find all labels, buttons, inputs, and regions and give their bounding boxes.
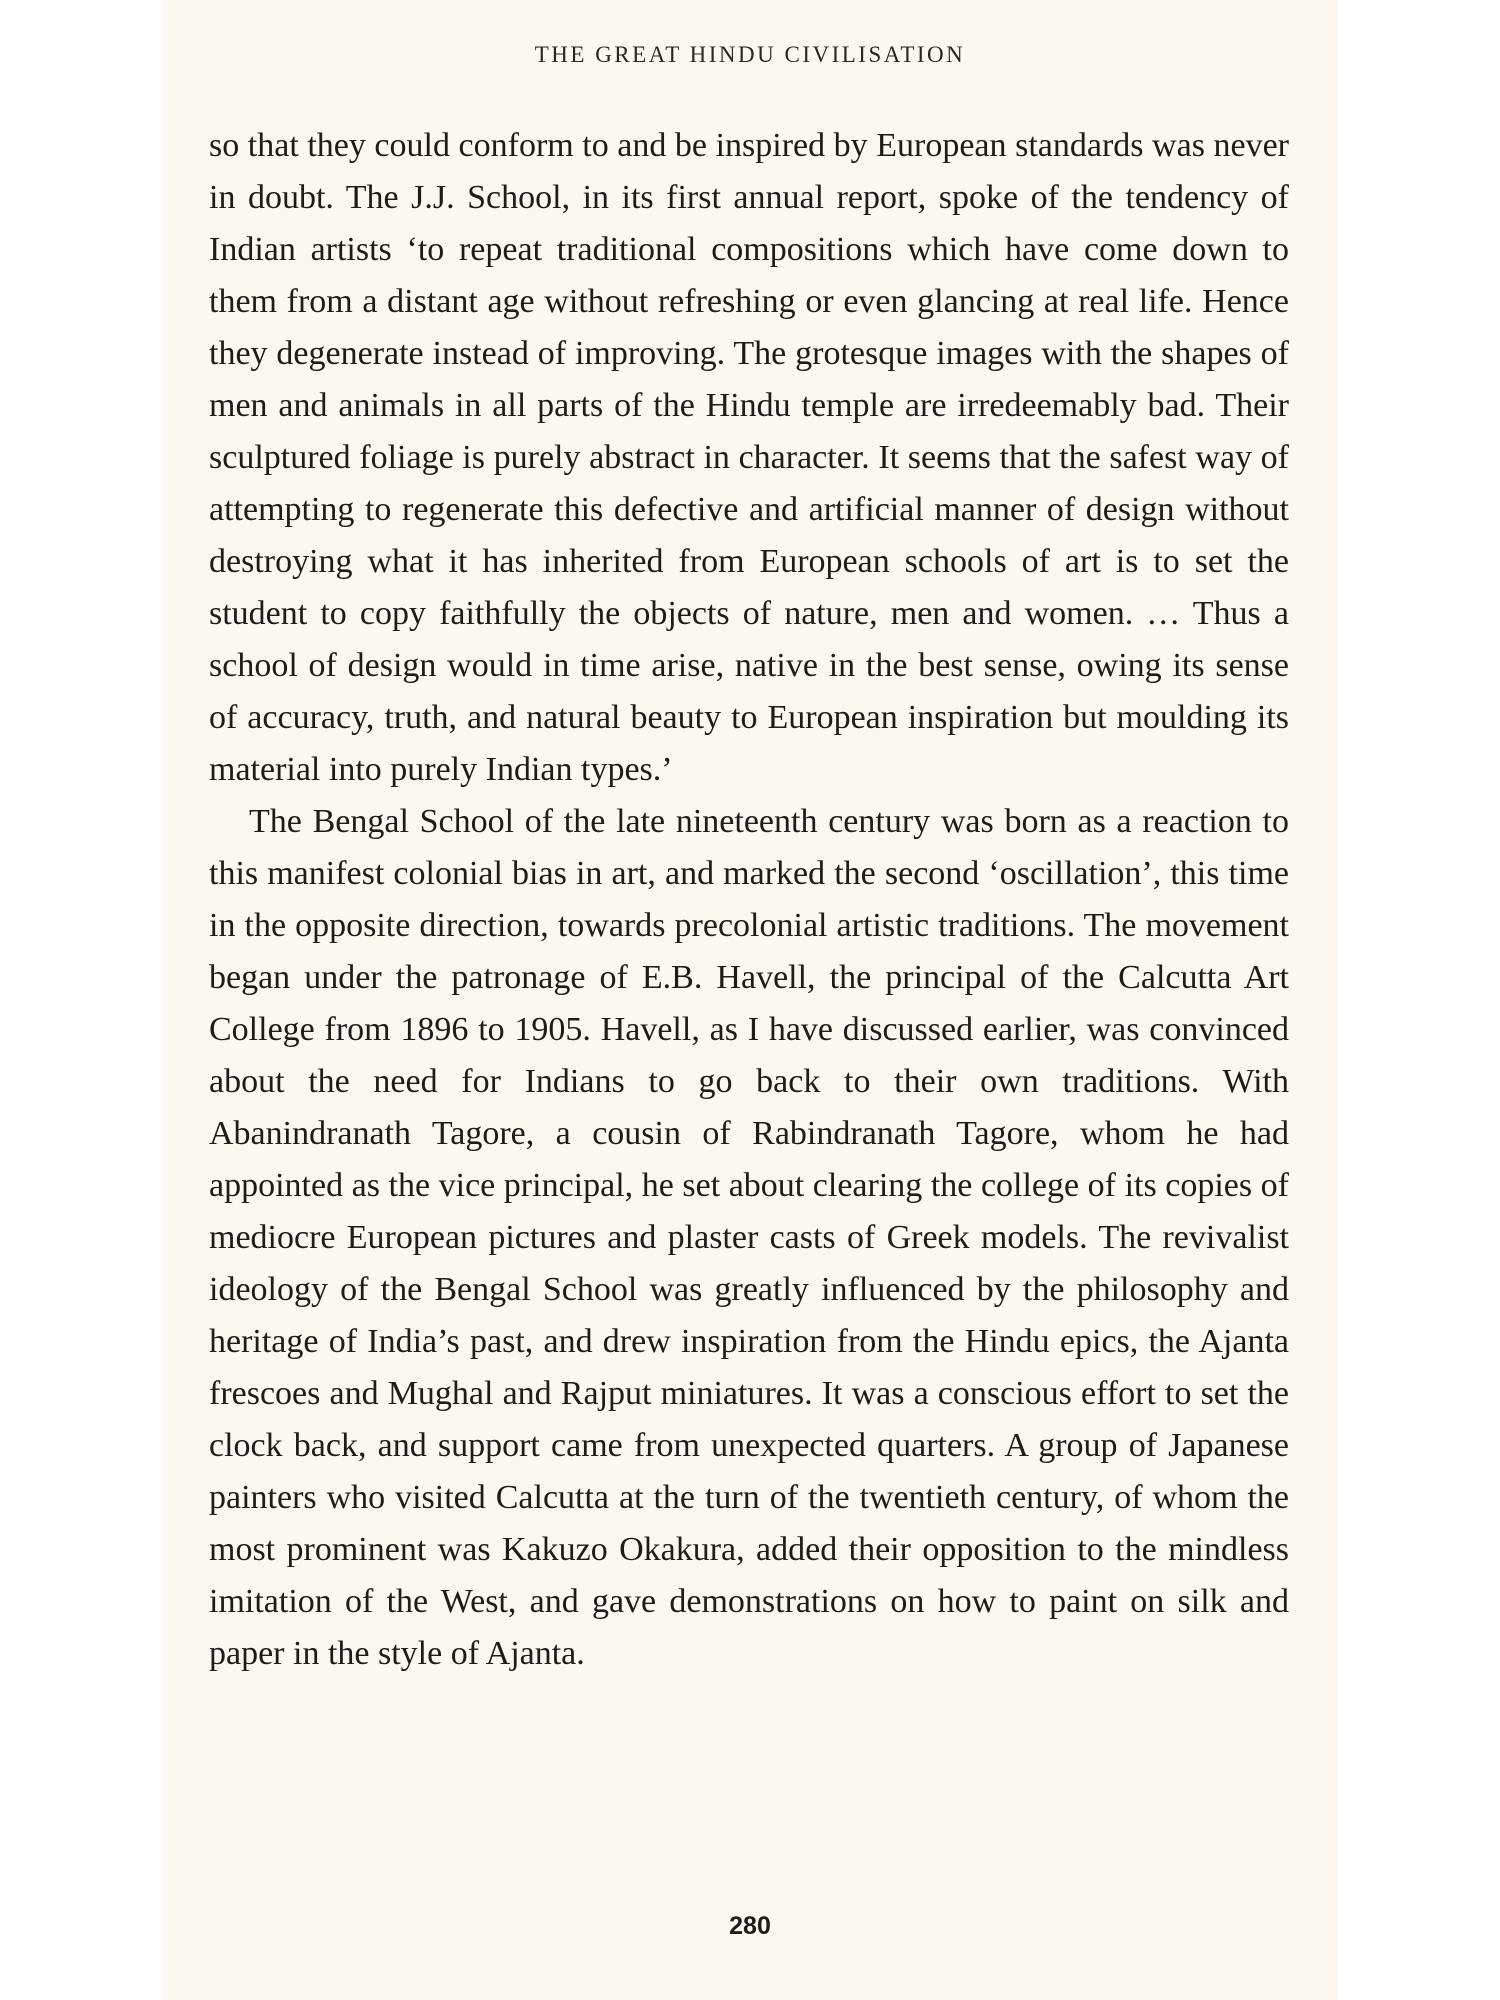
paragraph-bengal-school: The Bengal School of the late nineteenth century was born as a reaction to this manifest colonial bias in art, and marked the second ‘oscillation’, this time in the opposite direction, towards precolonial artistic traditions. The movement began under the patronage of E.B. Havell, the principal of the Calcutta Art College from 1896 to 1905. Havell, as I have discussed earlier, was convinced about the need for Indians to go back to their own traditions. With Abanindranath Tagore, a cousin of Rabindranath Tagore, whom he had appointed as the vice principal, he set about clearing the college of its copies of mediocre European pictures and plaster casts of Greek models. The revivalist ideology of the Bengal School was greatly influenced by the philosophy and heritage of India’s past, and drew inspiration from the Hindu epics, the Ajanta frescoes and Mughal and Rajput miniatures. It was a conscious effort to set the clock back, and support came from unexpected quarters. A group of Japanese painters who visited Calcutta at the turn of the twentieth century, of whom the most prominent was Kakuzo Okakura, added their opposition to the mindless imitation of the West, and gave demonstrations on how to paint on silk and paper in the style of Ajanta. [209, 803, 1289, 1672]
running-head: THE GREAT HINDU CIVILISATION [534, 42, 966, 67]
body-text [209, 120, 1289, 1680]
page-number: 280 [729, 1912, 771, 1940]
book-page [162, 0, 1338, 2000]
paragraph-continued: so that they could conform to and be inspired by European standards was never in doubt. The J.J. School, in its first annual report, spoke of the tendency of Indian artists ‘to repeat traditional compositions which have come down to them from a distant age without refreshing or even glancing at real life. Hence they degenerate instead of improving. The grotesque images with the shapes of men and animals in all parts of the Hindu temple are irredeemably bad. Their sculptured foliage is purely abstract in character. It seems that the safest way of attempting to regenerate this defective and artificial manner of design without destroying what it has inherited from European schools of art is to set the student to copy faithfully the objects of nature, men and women. … Thus a school of design would in time arise, native in the best sense, owing its sense of accuracy, truth, and natural beauty to European inspiration but moulding its material into purely Indian types.’ [209, 127, 1289, 788]
